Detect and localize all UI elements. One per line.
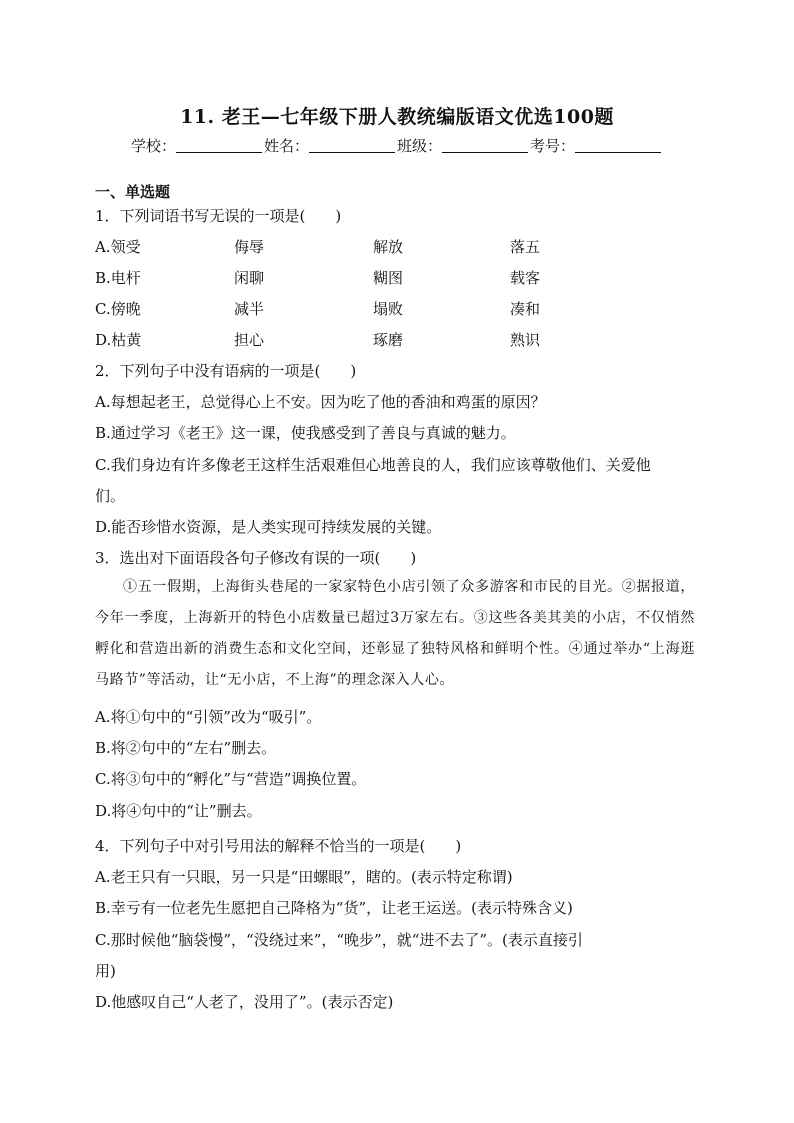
- name-blank[interactable]: [309, 138, 395, 153]
- student-info-line: [0, 135, 794, 156]
- q2-option-b[interactable]: B.通过学习《老王》这一课，使我感受到了善良与真诚的魅力。: [95, 424, 516, 442]
- page-title: 11. 老王—七年级下册人教统编版语文优选100题: [180, 106, 614, 128]
- question-1-row-b: [95, 267, 695, 287]
- q1-word: 载客: [510, 269, 541, 287]
- q1-option-b[interactable]: B.电杆: [95, 269, 141, 287]
- school-blank[interactable]: [176, 138, 262, 153]
- question-3-stem: 3．选出对下面语段各句子修改有误的一项( ): [95, 549, 417, 567]
- q3-option-a[interactable]: A.将①句中的“引领”改为“吸引”。: [95, 708, 322, 726]
- q2-option-d[interactable]: D.能否珍惜水资源，是人类实现可持续发展的关键。: [95, 518, 442, 536]
- q1-word: 闲聊: [234, 269, 265, 287]
- question-1-row-a: [95, 236, 695, 256]
- name-label: 姓名：: [263, 137, 309, 155]
- q2-option-c[interactable]: C.我们身边有许多像老王这样生活艰难但心地善良的人，我们应该尊敬他们、关爱他: [95, 456, 651, 474]
- q1-option-d[interactable]: D.枯黄: [95, 331, 142, 349]
- q1-word: 担心: [234, 331, 265, 349]
- q1-word: 减半: [234, 300, 265, 318]
- q4-option-b[interactable]: B.幸亏有一位老先生愿把自己降格为“货”，让老王运送。(表示特殊含义): [95, 899, 573, 917]
- section-heading: 一、单选题: [95, 183, 171, 201]
- q1-option-c[interactable]: C.傍晚: [95, 300, 141, 318]
- q1-option-a[interactable]: A.领受: [95, 238, 141, 256]
- q1-word: 侮辱: [234, 238, 265, 256]
- q3-option-b[interactable]: B.将②句中的“左右”删去。: [95, 739, 277, 757]
- q2-option-a[interactable]: A.每想起老王，总觉得心上不安。因为吃了他的香油和鸡蛋的原因？: [95, 393, 546, 411]
- question-4-stem: 4．下列句子中对引号用法的解释不恰当的一项是( ): [95, 837, 462, 855]
- q4-option-a[interactable]: A.老王只有一只眼，另一只是“田螺眼”，瞎的。(表示特定称谓): [95, 868, 513, 886]
- q4-option-d[interactable]: D.他感叹自己“人老了，没用了”。(表示否定): [95, 993, 394, 1011]
- q2-option-c-continued: 们。: [95, 487, 126, 505]
- question-1-row-c: [95, 298, 695, 318]
- q4-option-c[interactable]: C.那时候他“脑袋慢”，“没绕过来”，“晚步”，就“进不去了”。(表示直接引: [95, 931, 583, 949]
- q1-word: 解放: [373, 238, 404, 256]
- class-label: 班级：: [397, 137, 443, 155]
- q3-option-d[interactable]: D.将④句中的“让”删去。: [95, 802, 262, 820]
- q1-word: 落五: [510, 238, 541, 256]
- q3-option-c[interactable]: C.将③句中的“孵化”与“营造”调换位置。: [95, 770, 367, 788]
- q4-option-c-continued: 用): [95, 962, 116, 980]
- question-1-stem: 1．下列词语书写无误的一项是( ): [95, 207, 342, 225]
- exam-number-label: 考号：: [530, 137, 576, 155]
- q1-word: 熟识: [510, 331, 541, 349]
- q3-passage: ①五一假期，上海街头巷尾的一家家特色小店引领了众多游客和市民的目光。②据报道，今年一季度，上海新开的特色小店数量已超过3万家左右。③这些各美其美的小店，不仅悄然孵化和营造出新的消费生态和文化空间，还彰显了独特风格和鲜明个性。④通过举办“上海逛马路节”等活动，让“无小店，不上海”的理念深入人心。: [95, 579, 695, 688]
- question-2-stem: 2．下列句子中没有语病的一项是( ): [95, 362, 357, 380]
- q1-word: 糊图: [373, 269, 404, 287]
- school-label: 学校：: [130, 137, 176, 155]
- q1-word: 琢磨: [373, 331, 404, 349]
- class-blank[interactable]: [442, 138, 528, 153]
- q1-word: 塌败: [373, 300, 404, 318]
- question-1-row-d: [95, 329, 695, 349]
- q1-word: 凑和: [510, 300, 541, 318]
- exam-number-blank[interactable]: [575, 138, 661, 153]
